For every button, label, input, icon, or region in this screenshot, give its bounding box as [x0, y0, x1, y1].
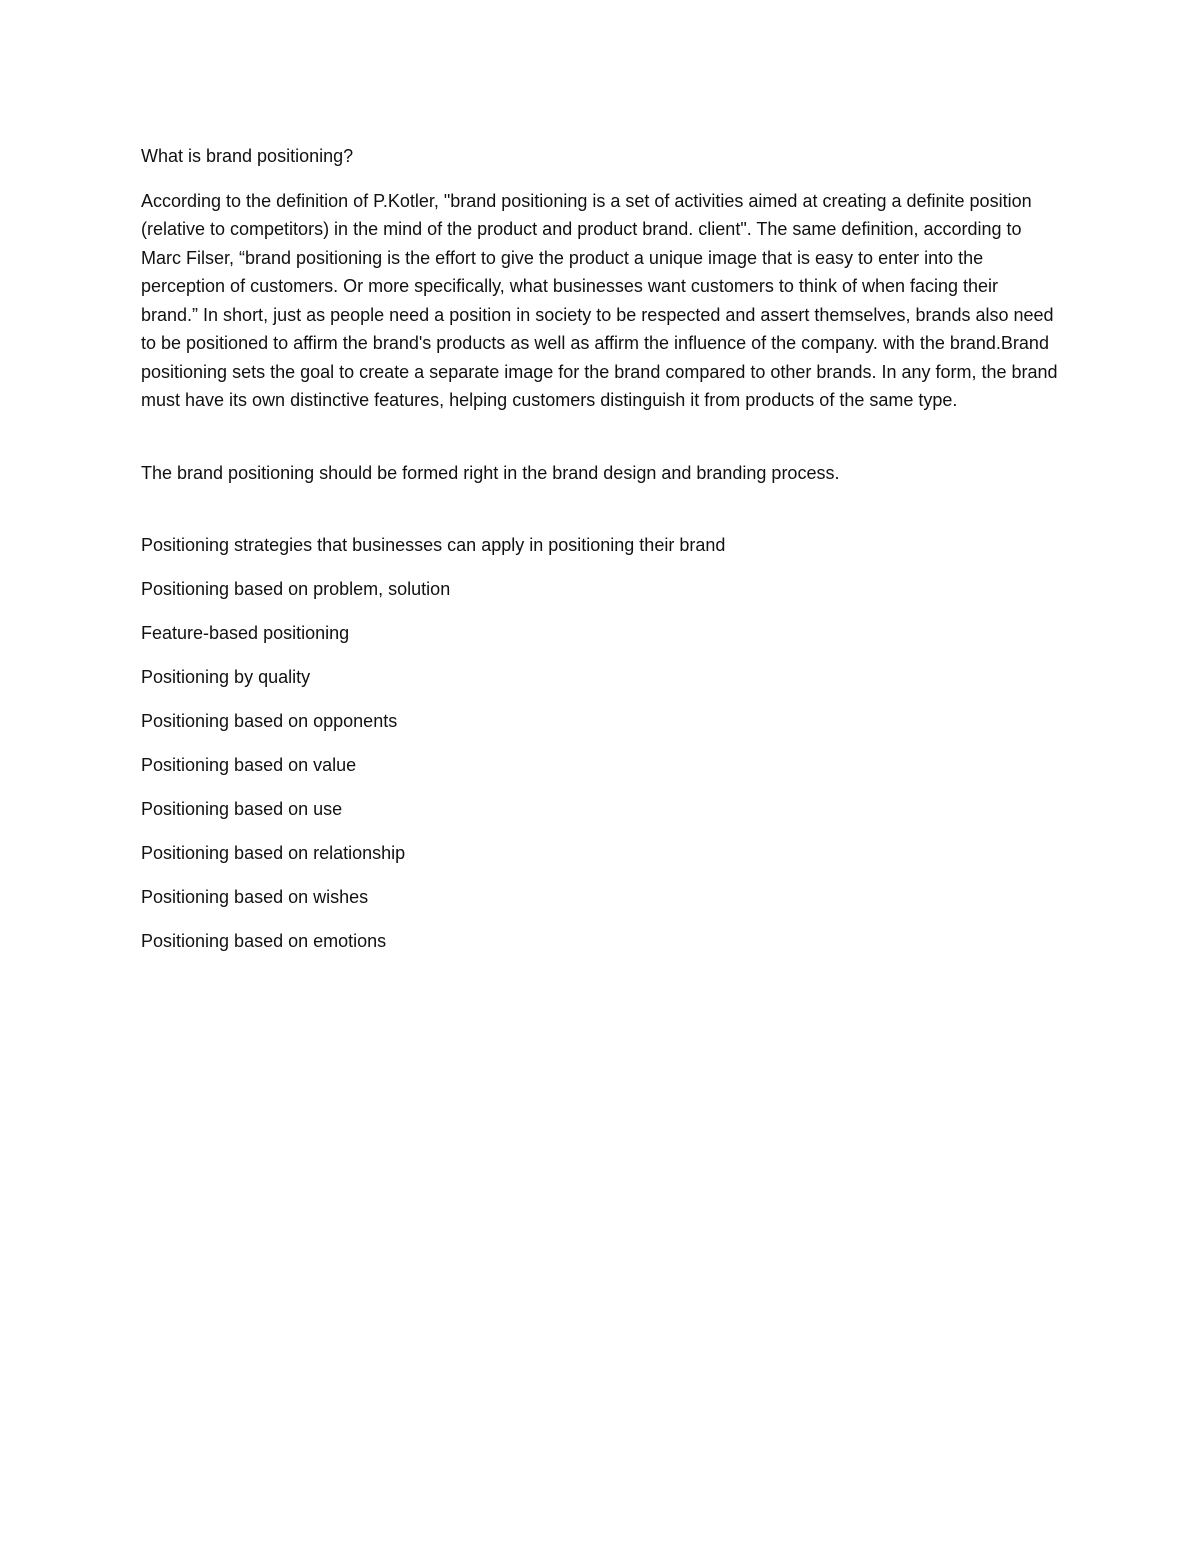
strategy-feature-based: Feature-based positioning [141, 623, 350, 643]
strategy-emotions: Positioning based on emotions [141, 931, 387, 951]
document-heading: What is brand positioning? [141, 146, 354, 166]
strategy-wishes: Positioning based on wishes [141, 887, 369, 907]
strategy-quality: Positioning by quality [141, 667, 311, 687]
brand-positioning-definition-paragraph: According to the definition of P.Kotler, "brand positioning is a set of activities aimed at creating a definite position (relative to competitors) in the mind of the product and product brand. client". The same definition, according to Marc Filser, “brand positioning is the effort to give the product a unique image that is easy to enter into the perception of customers. Or more specifically, what businesses want customers to think of when facing their brand.” In short, just as people need a position in society to be respected and assert themselves, brands also need to be positioned to affirm the brand's products as well as affirm the influence of the company. with the brand.Brand positioning sets the goal to create a separate image for the brand compared to other brands. In any form, the brand must have its own distinctive features, helping customers distinguish it from products of the same type. [141, 190, 1058, 410]
brand-positioning-process-paragraph: The brand positioning should be formed right in the brand design and branding process. [141, 462, 840, 483]
strategy-use: Positioning based on use [141, 799, 343, 819]
document-content [141, 142, 1059, 971]
strategy-problem-solution: Positioning based on problem, solution [141, 579, 451, 599]
strategies-intro: Positioning strategies that businesses can apply in positioning their brand [141, 535, 726, 555]
strategy-opponents: Positioning based on opponents [141, 711, 398, 731]
strategy-value: Positioning based on value [141, 755, 357, 775]
strategy-relationship: Positioning based on relationship [141, 843, 406, 863]
